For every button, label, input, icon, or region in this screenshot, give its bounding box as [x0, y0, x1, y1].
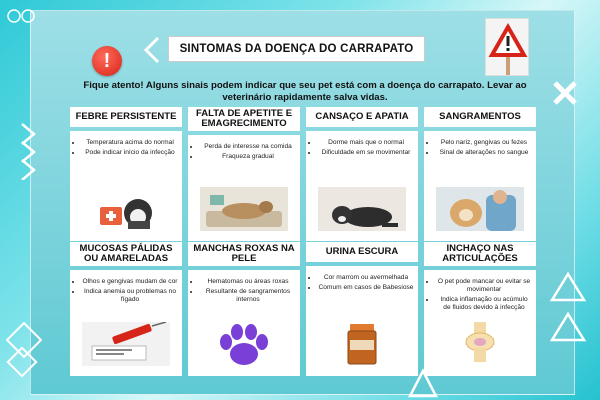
dog-on-bed-icon	[200, 187, 288, 231]
decorative-chevrons-left-icon	[16, 120, 46, 180]
card-item: • Resultante de sangramentos internos	[200, 288, 296, 304]
symptom-card-purple-spots	[188, 242, 300, 376]
card-item: • Cor marrom ou avermelhada	[318, 274, 414, 282]
page-title: SINTOMAS DA DOENÇA DO CARRAPATO	[168, 36, 425, 62]
joint-icon	[436, 322, 524, 366]
card-item: • Pode indicar início da infecção	[82, 149, 178, 157]
symptom-card-pale-mucosa	[70, 242, 182, 376]
purple-paw-icon	[200, 322, 288, 366]
vet-examining-dog-icon	[436, 187, 524, 231]
card-title: FEBRE PERSISTENTE	[70, 107, 182, 127]
card-item: • O pet pode mancar ou evitar se movimentar	[436, 278, 532, 294]
symptom-card-dark-urine	[306, 242, 418, 376]
symptom-card-joint-swelling	[424, 242, 536, 376]
urine-sample-cup-icon	[318, 322, 406, 366]
card-title: INCHAÇO NAS ARTICULAÇÕES	[424, 242, 536, 266]
card-item: • Fraqueza gradual	[200, 153, 296, 161]
decorative-cross-icon	[552, 80, 578, 106]
decorative-circles-icon	[4, 4, 44, 34]
card-item: • Indica anemia ou problemas no fígado	[82, 288, 178, 304]
decorative-triangles-right-icon	[548, 270, 588, 350]
alert-icon: !	[92, 46, 122, 76]
card-item: • Temperatura acima do normal	[82, 139, 178, 147]
syringe-blood-test-icon	[82, 322, 170, 366]
dog-with-first-aid-kit-icon	[82, 187, 170, 231]
symptom-card-appetite	[188, 107, 300, 241]
card-item: • Pelo nariz, gengivas ou fezes	[436, 139, 532, 147]
card-item: • Dorme mais que o normal	[318, 139, 414, 147]
card-title: MANCHAS ROXAS NA PELE	[188, 242, 300, 266]
card-item: • Comum em casos de Babesiose	[318, 284, 414, 292]
card-item: • Dificuldade em se movimentar	[318, 149, 414, 157]
decorative-squares-bottom-left-icon	[6, 322, 46, 382]
card-item: • Indica inflamação ou acúmulo de fluidos devido à infecção	[436, 296, 532, 312]
warning-sign-icon	[485, 18, 529, 76]
card-title: CANSAÇO E APATIA	[306, 107, 418, 127]
symptom-card-fever	[70, 107, 182, 241]
card-title: URINA ESCURA	[306, 242, 418, 262]
tired-dog-icon	[318, 187, 406, 231]
card-title: MUCOSAS PÁLIDAS OU AMARELADAS	[70, 242, 182, 266]
card-item: • Olhos e gengivas mudam de cor	[82, 278, 178, 286]
decorative-chevrons-top-icon	[140, 36, 164, 66]
card-item: • Hematomas ou áreas roxas	[200, 278, 296, 286]
symptom-card-bleeding	[424, 107, 536, 241]
card-item: • Sinal de alterações no sangue	[436, 149, 532, 157]
intro-text: Fique atento! Alguns sinais podem indicar que seu pet está com a doença do carrapato. Levar ao veterinário rapidamente salva vidas.	[83, 80, 527, 103]
card-item: • Perda de interesse na comida	[200, 143, 296, 151]
card-title: SANGRAMENTOS	[424, 107, 536, 127]
card-title: FALTA DE APETITE E EMAGRECIMENTO	[188, 107, 300, 131]
symptom-card-fatigue	[306, 107, 418, 241]
